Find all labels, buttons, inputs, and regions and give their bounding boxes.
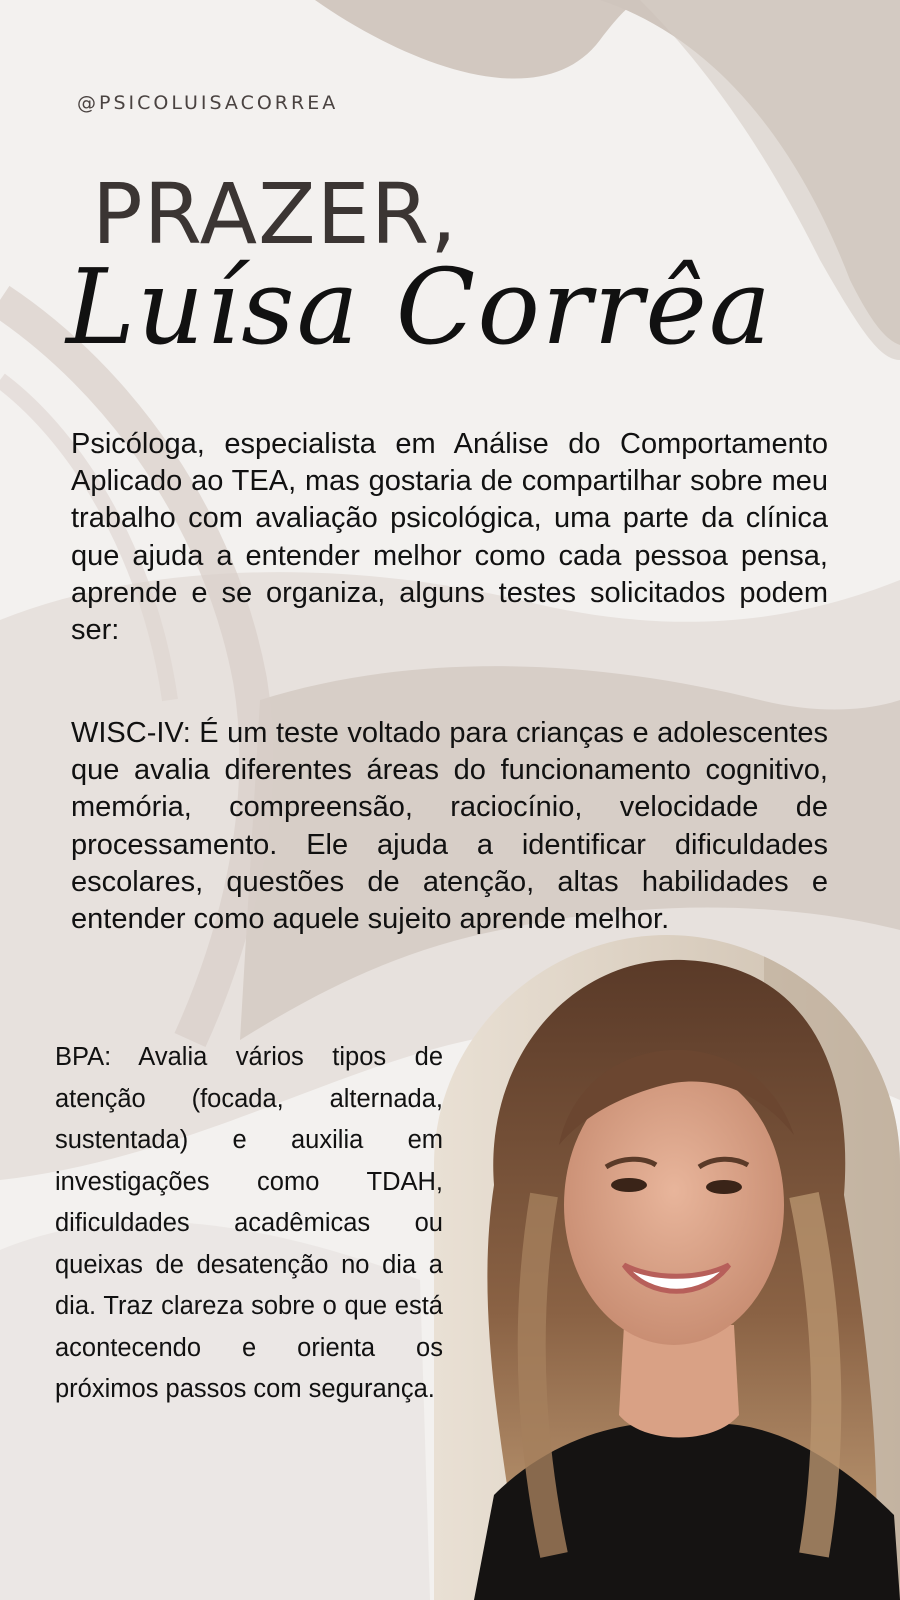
intro-paragraph: Psicóloga, especialista em Análise do Comportamento Aplicado ao TEA, mas gostaria de compartilhar sobre meu trabalho com avaliação psicológica, uma parte da clínica que ajuda a entender melhor como cada pessoa pensa, aprende e se organiza, alguns testes solicitados podem ser: [71,428,828,647]
page-title: PRAZER, [92,165,458,263]
top-right-wave [315,0,640,79]
right-eye [706,1180,742,1194]
psychologist-name: Luísa Corrêa [66,246,773,368]
instagram-handle: @PSICOLUISACORREA [77,92,339,114]
left-eye [611,1178,647,1192]
wisc-paragraph: WISC-IV: É um teste voltado para crianças e adolescentes que avalia diferentes áreas do funcionamento cognitivo, memória, compreensão, raciocínio, velocidade de processamento. Ele ajuda a identificar dificuldades escolares, questões de atenção, altas habilidades e entender como aquele sujeito aprende melhor. [71,717,828,936]
bpa-paragraph: BPA: Avalia vários tipos de atenção (focada, alternada, sustentada) e auxilia em investigações como TDAH, dificuldades acadêmicas ou queixas de desatenção no dia a dia. Traz clareza sobre o que está acontecendo e orienta os próximos passos com segurança. [55,1043,443,1403]
portrait-photo [434,935,900,1600]
